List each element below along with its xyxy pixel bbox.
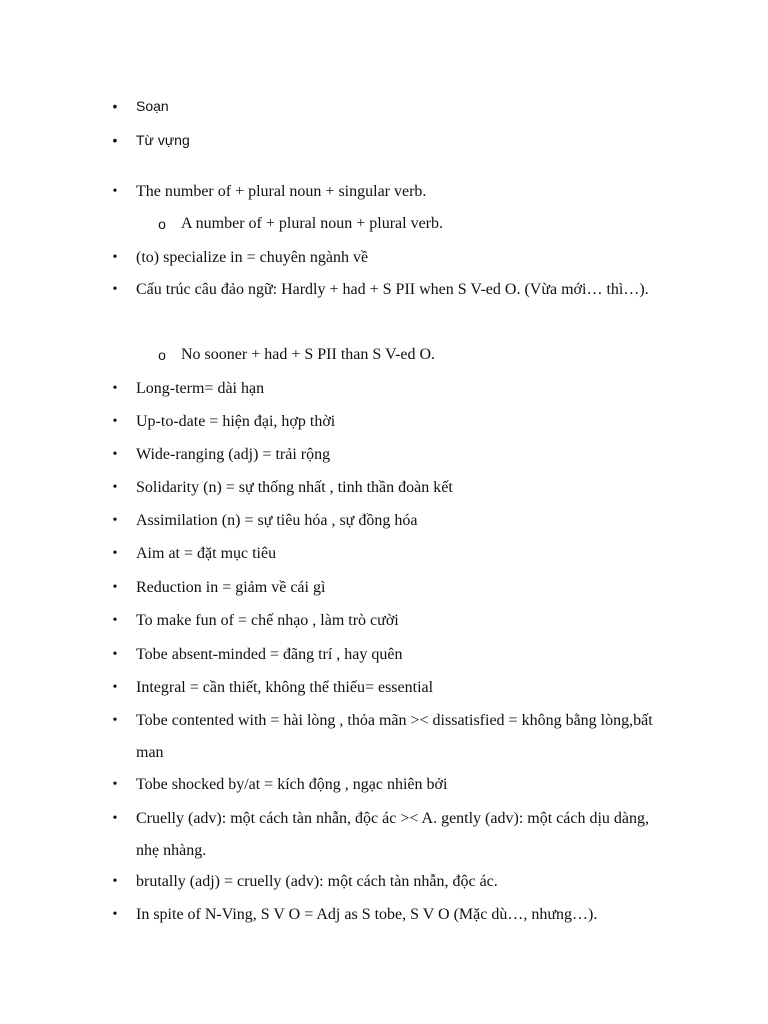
bullet-icon: •: [112, 546, 118, 561]
bullet-icon: •: [112, 513, 118, 528]
bullet-icon: •: [112, 184, 118, 199]
list-item-text: Wide-ranging (adj) = trải rộng: [136, 446, 331, 463]
bullet-icon: •: [112, 580, 118, 595]
bullet-icon: •: [112, 680, 118, 695]
bullet-icon: •: [112, 613, 118, 628]
list-item-text: A number of + plural noun + plural verb.: [181, 215, 443, 232]
list-item-text: Aim at = đặt mục tiêu: [136, 545, 277, 562]
bullet-icon: •: [112, 713, 118, 728]
bullet-icon: •: [112, 250, 118, 265]
list-item-text: Cruelly (adv): một cách tàn nhẫn, độc ác >< A. gently (adv): một cách dịu dàng, nhẹ nhàng.: [136, 810, 649, 859]
list-item-text: Integral = cần thiết, không thể thiếu= essential: [136, 679, 434, 696]
list-item-text: Tobe shocked by/at = kích động , ngạc nhiên bởi: [136, 776, 448, 793]
circle-bullet-icon: o: [158, 216, 166, 232]
bullet-icon: •: [112, 132, 118, 148]
list-item-text: In spite of N-Ving, S V O = Adj as S tobe, S V O (Mặc dù…, nhưng…).: [136, 906, 598, 923]
list-item-text: To make fun of = chế nhạo , làm trò cười: [136, 612, 399, 629]
list-item-text: (to) specialize in = chuyên ngành về: [136, 249, 369, 266]
bullet-icon: •: [112, 907, 118, 922]
list-item-text: Cấu trúc câu đảo ngữ: Hardly + had + S PII when S V-ed O. (Vừa mới… thì…).: [136, 281, 649, 298]
bullet-icon: •: [112, 414, 118, 429]
list-item-text: Solidarity (n) = sự thống nhất , tinh thần đoàn kết: [136, 479, 453, 496]
list-item-text: Từ vựng: [136, 132, 190, 148]
list-item-text: Reduction in = giảm về cái gì: [136, 579, 326, 596]
bullet-icon: •: [112, 874, 118, 889]
list-item-text: Long-term= dài hạn: [136, 380, 265, 397]
circle-bullet-icon: o: [158, 347, 166, 363]
bullet-icon: •: [112, 777, 118, 792]
list-item-text: Up-to-date = hiện đại, hợp thời: [136, 413, 336, 430]
list-item-text: Assimilation (n) = sự tiêu hóa , sự đồng hóa: [136, 512, 418, 529]
bullet-icon: •: [112, 811, 118, 826]
bullet-icon: •: [112, 480, 118, 495]
list-item-text: brutally (adj) = cruelly (adv): một cách tàn nhẫn, độc ác.: [136, 873, 498, 890]
bullet-icon: •: [112, 381, 118, 396]
list-item-text: Tobe absent-minded = đãng trí , hay quên: [136, 646, 403, 663]
list-item-text: Tobe contented with = hài lòng , thỏa mãn >< dissatisfied = không bằng lòng,bất man: [136, 712, 653, 761]
bullet-icon: •: [112, 447, 118, 462]
bullet-icon: •: [112, 98, 118, 114]
bullet-icon: •: [112, 282, 118, 297]
list-item-text: The number of + plural noun + singular verb.: [136, 183, 427, 200]
list-item-text: Soạn: [136, 98, 169, 114]
list-item-text: No sooner + had + S PII than S V-ed O.: [181, 346, 436, 363]
bullet-icon: •: [112, 647, 118, 662]
